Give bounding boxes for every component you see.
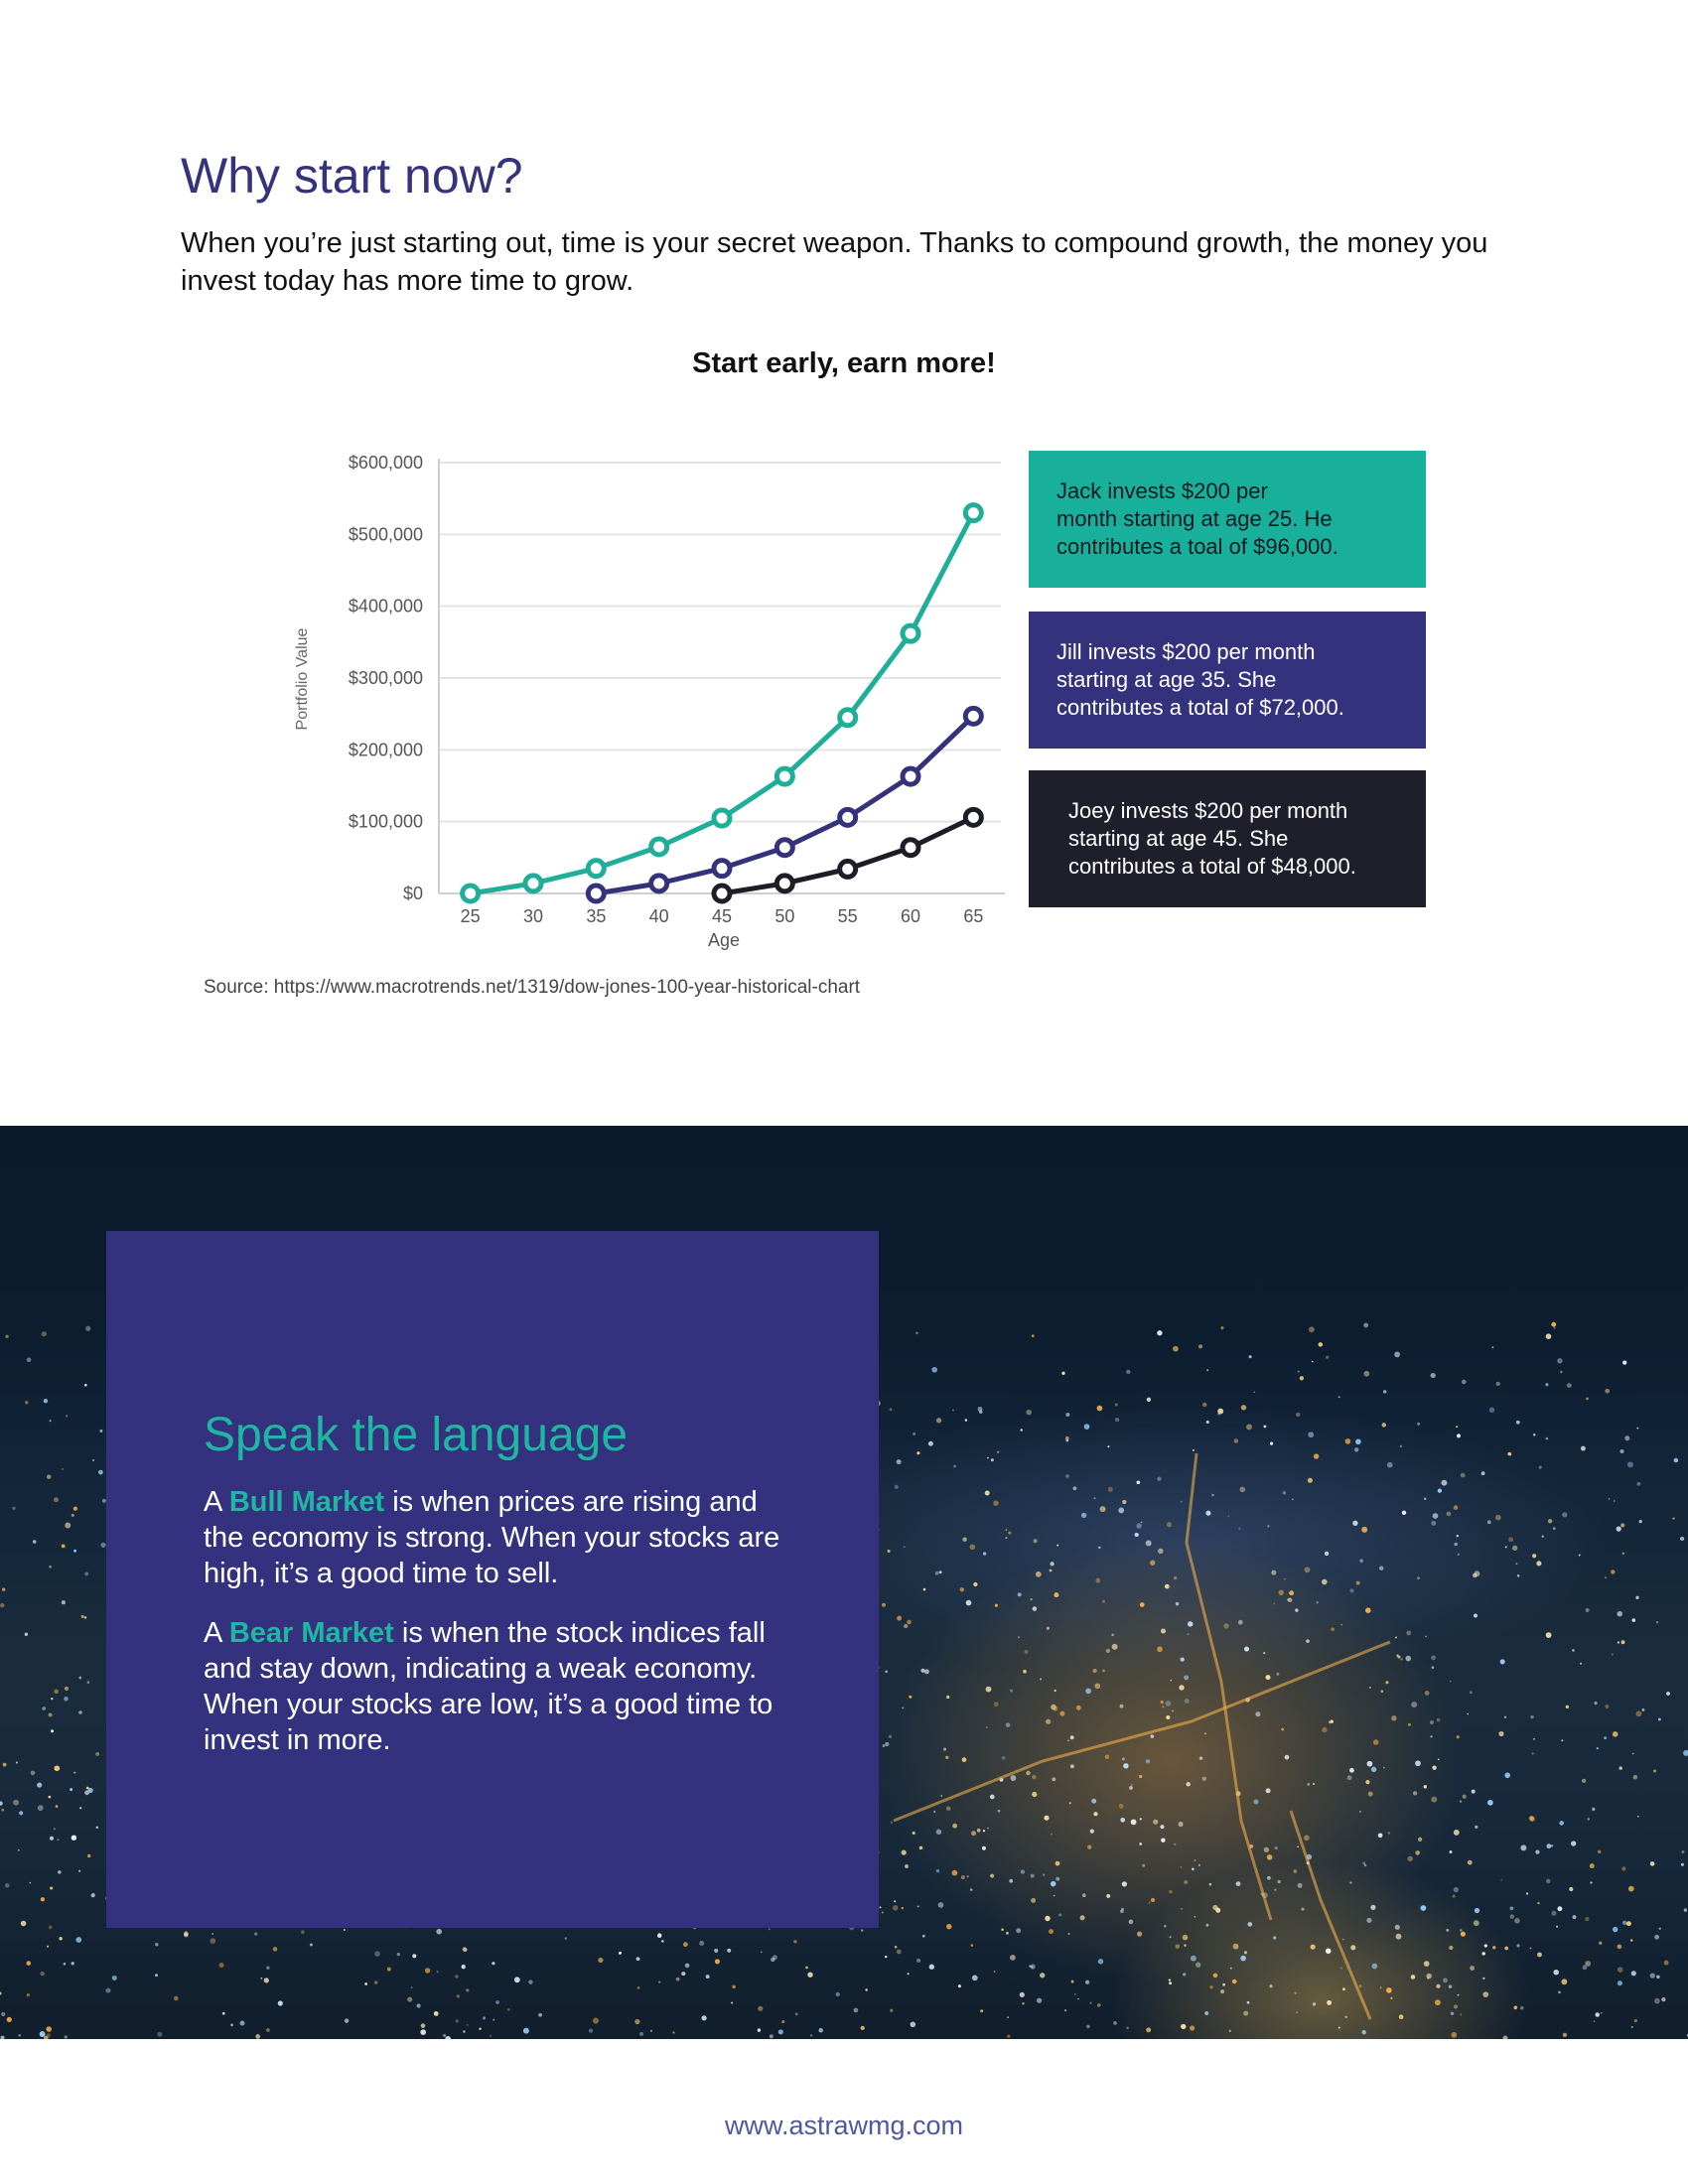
data-point-jill — [714, 861, 730, 877]
x-axis-label: Age — [707, 930, 741, 950]
data-point-jack — [463, 886, 479, 901]
data-point-jack — [965, 505, 981, 521]
data-point-jack — [525, 876, 541, 891]
bull-market-term: Bull Market — [228, 1486, 385, 1518]
series-line-jill — [596, 716, 973, 893]
x-tick-label: 65 — [963, 906, 984, 926]
y-tick-label: $400,000 — [348, 596, 423, 616]
data-point-jill — [903, 768, 918, 784]
data-point-jack — [840, 710, 856, 726]
data-point-jill — [588, 886, 604, 901]
data-point-jill — [776, 840, 792, 856]
legend-jack — [1029, 451, 1426, 588]
data-point-jack — [903, 625, 918, 641]
y-tick-label: $200,000 — [348, 740, 423, 760]
data-point-jill — [651, 876, 667, 891]
legend-jill-line: Jill invests $200 per month — [1056, 639, 1316, 664]
source-note: Source: https://www.macrotrends.net/1319/dow-jones-100-year-historical-chart — [204, 977, 861, 998]
y-tick-label: $600,000 — [348, 453, 423, 473]
intro-paragraph: When you’re just starting out, time is your secret weapon. Thanks to compound growth, the money you invest today has more time to grow. — [181, 227, 1488, 297]
legend-jack-line: month starting at age 25. He — [1056, 506, 1333, 531]
data-point-jack — [588, 861, 604, 877]
series-line-jack — [471, 513, 974, 893]
x-tick-label: 50 — [774, 906, 795, 926]
data-point-jill — [965, 708, 981, 724]
data-point-joey — [965, 809, 981, 825]
bull-market-definition — [204, 1484, 781, 1591]
legend-jack-line: Jack invests $200 per — [1056, 478, 1268, 503]
data-point-joey — [840, 861, 856, 877]
city-night-photo — [0, 1126, 1688, 2039]
x-tick-label: 45 — [711, 906, 733, 926]
data-point-jack — [714, 810, 730, 826]
data-point-joey — [776, 876, 792, 891]
y-tick-label: $0 — [402, 884, 423, 903]
x-tick-label: 25 — [460, 906, 481, 926]
legend-joey — [1029, 770, 1426, 907]
data-point-joey — [714, 886, 730, 901]
data-point-jack — [776, 768, 792, 784]
bear-text: is when the stock indices fall and stay down, indicating a weak economy. When your stocks are low, it’s a good time to invest in more. — [204, 1617, 774, 1756]
x-tick-label: 55 — [837, 906, 858, 926]
y-tick-label: $300,000 — [348, 668, 423, 688]
legend-jill — [1029, 612, 1426, 749]
y-tick-label: $100,000 — [348, 811, 423, 832]
x-tick-label: 35 — [586, 906, 607, 926]
footer-url-link[interactable]: www.astrawmg.com — [724, 2111, 964, 2140]
legend-joey-line: contributes a total of $48,000. — [1068, 854, 1356, 879]
bull-prefix: A — [204, 1486, 229, 1518]
data-point-joey — [903, 840, 918, 856]
bear-market-definition — [204, 1615, 781, 1758]
portfolio-line-chart — [0, 0, 1688, 993]
legend-joey-line: Joey invests $200 per month — [1068, 798, 1348, 823]
y-tick-label: $500,000 — [348, 524, 423, 545]
data-point-jack — [651, 839, 667, 855]
x-tick-label: 30 — [522, 906, 544, 926]
chart-title: Start early, earn more! — [692, 347, 996, 379]
page-title: Why start now? — [181, 148, 523, 204]
legend-jill-line: starting at age 35. She — [1056, 667, 1277, 692]
bear-market-term: Bear Market — [228, 1617, 394, 1649]
bull-text: is when prices are rising and the economy is strong. When your stocks are high, it’s a good time to sell. — [204, 1486, 780, 1589]
data-point-jill — [840, 809, 856, 825]
y-axis-label: Portfolio Value — [294, 627, 311, 731]
legend-jack-line: contributes a toal of $96,000. — [1056, 534, 1338, 559]
language-panel — [106, 1231, 879, 1928]
x-tick-label: 60 — [900, 906, 921, 926]
bear-prefix: A — [204, 1617, 229, 1649]
x-tick-label: 40 — [648, 906, 669, 926]
legend-joey-line: starting at age 45. She — [1068, 826, 1289, 851]
language-title: Speak the language — [204, 1409, 629, 1461]
legend-jill-line: contributes a total of $72,000. — [1056, 695, 1344, 720]
